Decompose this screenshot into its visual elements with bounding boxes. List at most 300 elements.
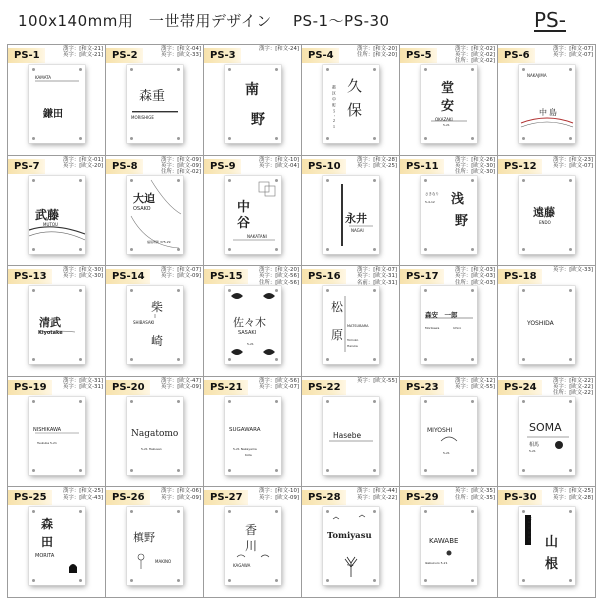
nameplate-text: 5-21 [529, 448, 536, 453]
product-range: PS-1〜PS-30 [293, 12, 390, 30]
screw-hole-icon [569, 289, 572, 292]
font-spec-line: 漢字：[和文-10] [259, 488, 299, 495]
nameplate-text: MUTOU [43, 221, 58, 227]
design-code-tag: PS-9 [204, 159, 241, 174]
font-spec-line: 漢字：[和文-04] [161, 46, 201, 52]
font-spec-line: 漢字：[欧文-47] [161, 377, 201, 384]
font-spec-line: 英字：[欧文-31] [63, 383, 103, 390]
nameplate-text: Tomoko [347, 338, 359, 343]
font-spec-line: 英字：[欧文-25] [357, 162, 397, 169]
nameplate-preview [29, 65, 85, 143]
design-code-tag: PS-1 [8, 48, 45, 63]
nameplate-text: NISHIKAWA [33, 426, 62, 433]
nameplate-text: 永井 [345, 211, 367, 225]
font-spec-line: 英字：[欧文-09] [259, 494, 299, 501]
design-code-tag: PS-29 [400, 490, 444, 505]
nameplate-preview [421, 397, 477, 475]
design-cell-ps-6[interactable] [497, 44, 596, 156]
nameplate-ornament [225, 176, 281, 254]
design-code-tag: PS-3 [204, 48, 241, 63]
design-cell-ps-20[interactable] [105, 376, 204, 488]
screw-hole-icon [275, 469, 278, 472]
font-spec-notes [455, 378, 495, 390]
nameplate-preview [127, 286, 183, 364]
font-spec-line: 英字：[欧文-33] [553, 267, 593, 274]
font-spec-line: 名前：[欧文-31] [357, 279, 397, 286]
font-spec-line: 漢字：[和文-22] [553, 377, 593, 384]
design-cell-ps-22[interactable] [301, 376, 400, 488]
design-cell-ps-24[interactable] [497, 376, 596, 488]
design-cell-ps-5[interactable] [399, 44, 498, 156]
screw-hole-icon [326, 137, 329, 140]
nameplate-preview [519, 507, 575, 585]
design-code-tag: PS-4 [302, 48, 339, 63]
screw-hole-icon [471, 248, 474, 251]
nameplate-preview [29, 507, 85, 585]
font-spec-line: 英字：[欧文-04] [259, 162, 299, 169]
nameplate-preview [323, 286, 379, 364]
font-spec-notes [357, 157, 397, 169]
design-cell-ps-19[interactable] [7, 376, 106, 488]
design-code-tag: PS-7 [8, 159, 45, 174]
nameplate-text: 谷 [237, 215, 251, 231]
font-spec-line: 漢字：[和文-25] [63, 488, 103, 495]
nameplate-text: 森 [41, 517, 54, 532]
nameplate-ornament [127, 507, 183, 585]
screw-hole-icon [228, 469, 231, 472]
design-cell-ps-14[interactable] [105, 265, 204, 377]
nameplate-text: 野 [251, 112, 265, 128]
font-spec-notes [161, 378, 201, 390]
font-spec-notes [553, 46, 593, 58]
font-spec-notes [357, 378, 397, 384]
nameplate-preview [421, 176, 477, 254]
font-spec-notes [455, 488, 495, 500]
font-spec-line: 漢字：[和文-25] [553, 488, 593, 495]
design-cell-ps-17[interactable] [399, 265, 498, 377]
nameplate-text: さきなり [425, 191, 439, 196]
font-spec-notes [259, 46, 299, 52]
design-code-tag: PS-10 [302, 159, 346, 174]
font-spec-line: 漢字：[和文-10] [259, 156, 299, 163]
design-cell-ps-26[interactable] [105, 486, 204, 598]
font-spec-notes [455, 46, 495, 65]
nameplate-text: 南 [245, 82, 259, 98]
font-spec-notes [161, 46, 201, 58]
font-spec-notes [63, 46, 103, 58]
nameplate-preview [323, 507, 379, 585]
font-spec-notes [161, 157, 201, 176]
nameplate-text: ENDO [539, 219, 551, 225]
font-spec-line: 英字：[欧文-30] [63, 273, 103, 280]
font-spec-line: 漢字：[和文-21] [63, 46, 103, 52]
screw-hole-icon [522, 179, 525, 182]
nameplate-text: SHIBASAKI [133, 320, 155, 326]
font-spec-line: 住所：[欧文-56] [259, 279, 299, 286]
nameplate-text: 森安 一郎 [425, 311, 458, 320]
font-spec-line: 英字：[欧文-43] [63, 494, 103, 501]
design-catalog-grid [7, 44, 595, 597]
font-spec-line: 漢字：[和文-44] [357, 488, 397, 495]
nameplate-ornament [127, 65, 183, 143]
screw-hole-icon [569, 248, 572, 251]
nameplate-preview [519, 397, 575, 475]
nameplate-text: 柴 [151, 300, 164, 315]
font-spec-line: 英字：[欧文-09] [161, 383, 201, 390]
font-spec-line: 漢字：[和文-20] [357, 46, 397, 52]
font-spec-line: 英字：[欧文-33] [161, 52, 201, 59]
font-spec-line: 住所：[欧文-22] [553, 390, 593, 397]
nameplate-text: Hasebe [333, 430, 362, 440]
font-spec-line: 英字：[欧文-07] [553, 162, 593, 169]
nameplate-preview [225, 65, 281, 143]
font-spec-line: 英字：[欧文-28] [553, 494, 593, 501]
font-spec-line: 住所：[欧文-03] [455, 279, 495, 286]
font-spec-line: 漢字：[和文-23] [553, 156, 593, 163]
screw-hole-icon [275, 68, 278, 71]
screw-hole-icon [424, 248, 427, 251]
nameplate-text: SUGAWARA [229, 426, 261, 433]
font-spec-notes [259, 488, 299, 500]
nameplate-text: 相馬 [529, 441, 540, 448]
font-spec-notes [357, 488, 397, 500]
font-spec-notes [553, 488, 593, 500]
font-spec-line: 英字：[欧文-20] [63, 162, 103, 169]
design-cell-ps-7[interactable] [7, 155, 106, 267]
design-code-tag: PS-26 [106, 490, 150, 505]
design-cell-ps-23[interactable] [399, 376, 498, 488]
design-code-tag: PS-21 [204, 380, 248, 395]
nameplate-text: 根 [545, 557, 559, 573]
screw-hole-icon [569, 358, 572, 361]
screw-hole-icon [228, 137, 231, 140]
font-spec-line: 住所：[和文-20] [357, 52, 397, 59]
font-spec-notes [455, 267, 495, 286]
nameplate-text: Kota [245, 452, 252, 457]
nameplate-text: OSAKO [133, 205, 151, 212]
design-code-tag: PS-12 [498, 159, 542, 174]
font-spec-line: 漢字：[和文-26] [455, 156, 495, 163]
nameplate-text: Tsukuba 5-21 [37, 440, 57, 445]
nameplate-text: 遠藤 [533, 205, 555, 219]
font-spec-line: 漢字：[和文-07] [553, 46, 593, 52]
screw-hole-icon [522, 358, 525, 361]
nameplate-text: 島 [549, 108, 557, 117]
nameplate-preview [519, 65, 575, 143]
nameplate-text: 5-21 Nakayama [233, 446, 257, 451]
design-cell-ps-11[interactable] [399, 155, 498, 267]
font-spec-notes [357, 46, 397, 58]
nameplate-text: 槙野 [133, 531, 155, 545]
font-spec-line: 漢字：[和文-02] [455, 46, 495, 52]
nameplate-ornament [421, 507, 477, 585]
font-spec-line: 英字：[欧文-03] [455, 273, 495, 280]
nameplate-text: 5-21 [347, 563, 354, 568]
page-title: 100x140mm用 一世帯用デザイン [18, 12, 272, 30]
font-spec-notes [553, 157, 593, 169]
page-header [0, 0, 600, 44]
font-spec-line: 英字：[欧文-56] [259, 273, 299, 280]
font-spec-notes [161, 267, 201, 279]
font-spec-notes [63, 267, 103, 279]
font-spec-line: 英字：[欧文-21] [63, 52, 103, 59]
design-code-tag: PS-6 [498, 48, 535, 63]
screw-hole-icon [471, 179, 474, 182]
nameplate-text: 5-21 [443, 450, 450, 455]
design-cell-ps-27[interactable] [203, 486, 302, 598]
nameplate-text: Morikawa [425, 326, 440, 331]
design-cell-ps-25[interactable] [7, 486, 106, 598]
screw-hole-icon [275, 400, 278, 403]
nameplate-text: 安 [441, 99, 455, 114]
nameplate-preview [127, 397, 183, 475]
nameplate-text: Haruka [347, 344, 358, 349]
font-spec-line: 英字：[欧文-02] [455, 52, 495, 59]
font-spec-notes [161, 488, 201, 500]
nameplate-preview [323, 65, 379, 143]
screw-hole-icon [522, 289, 525, 292]
screw-hole-icon [424, 179, 427, 182]
nameplate-text: SASAKI [238, 330, 257, 337]
design-code-tag: PS-19 [8, 380, 52, 395]
nameplate-text: 久 [347, 77, 363, 95]
nameplate-ornament [421, 286, 477, 364]
screw-hole-icon [228, 400, 231, 403]
nameplate-ornament [323, 507, 379, 585]
screw-hole-icon [373, 68, 376, 71]
series-prefix: PS- [534, 8, 566, 32]
nameplate-preview [225, 507, 281, 585]
nameplate-text: OKAZAKI [435, 117, 453, 122]
font-spec-line: 漢字：[和文-28] [357, 156, 397, 163]
nameplate-text: 大迫 [133, 191, 155, 205]
nameplate-preview [519, 176, 575, 254]
nameplate-text: 堂 [441, 81, 455, 96]
font-spec-line: 英字：[欧文-09] [161, 273, 201, 280]
screw-hole-icon [569, 179, 572, 182]
font-spec-line: 漢字：[和文-07] [161, 267, 201, 274]
font-spec-line: 漢字：[和文-01] [63, 156, 103, 163]
nameplate-text: 佐々木 [233, 316, 266, 330]
nameplate-text: NAKAJIMA [527, 73, 547, 78]
font-spec-line: 住所：[欧文-35] [455, 494, 495, 501]
nameplate-text: KAWABE [429, 537, 459, 546]
design-cell-ps-3[interactable] [203, 44, 302, 156]
font-spec-notes [357, 267, 397, 286]
nameplate-text: 野 [455, 213, 469, 229]
design-cell-ps-8[interactable] [105, 155, 204, 267]
design-cell-ps-4[interactable] [301, 44, 400, 156]
font-spec-line: 住所：[欧文-30] [455, 169, 495, 175]
design-cell-ps-12[interactable] [497, 155, 596, 267]
design-code-tag: PS-20 [106, 380, 150, 395]
screw-hole-icon [228, 68, 231, 71]
nameplate-text: NAGAI [351, 227, 364, 233]
design-cell-ps-10[interactable] [301, 155, 400, 267]
nameplate-text: Ikebukuro 5-21 [425, 561, 448, 566]
nameplate-text: Nagatomo [131, 428, 179, 439]
nameplate-text: MAKINO [155, 559, 172, 565]
nameplate-text: Yamane [527, 517, 532, 546]
font-spec-line: 漢字：[和文-09] [161, 156, 201, 163]
screw-hole-icon [130, 469, 133, 472]
design-cell-ps-2[interactable] [105, 44, 204, 156]
font-spec-line: 漢字：[和文-07] [357, 267, 397, 274]
design-cell-ps-28[interactable] [301, 486, 400, 598]
nameplate-preview [323, 176, 379, 254]
nameplate-ornament [519, 397, 575, 475]
nameplate-text: 松 [331, 300, 344, 315]
design-cell-ps-21[interactable] [203, 376, 302, 488]
design-code-tag: PS-14 [106, 269, 150, 284]
screw-hole-icon [522, 248, 525, 251]
nameplate-preview [421, 507, 477, 585]
nameplate-text: KAGAWA [233, 563, 251, 569]
screw-hole-icon [177, 400, 180, 403]
nameplate-text: 中 [539, 108, 547, 117]
font-spec-line: 漢字：[和文-06] [161, 488, 201, 495]
design-cell-ps-30[interactable] [497, 486, 596, 598]
nameplate-text: Tomiyasu [327, 531, 372, 542]
design-code-tag: PS-11 [400, 159, 444, 174]
font-spec-line: 漢字：[和文-20] [259, 267, 299, 274]
screw-hole-icon [275, 137, 278, 140]
font-spec-notes [259, 157, 299, 169]
nameplate-text: Ichiro [453, 326, 462, 331]
screw-hole-icon [177, 469, 180, 472]
font-spec-line: 漢字：[和文-24] [259, 46, 299, 52]
nameplate-text: 5-4-12 [425, 199, 435, 204]
design-code-tag: PS-16 [302, 269, 346, 284]
design-code-tag: PS-8 [106, 159, 143, 174]
design-cell-ps-15[interactable] [203, 265, 302, 377]
font-spec-notes [455, 157, 495, 176]
nameplate-text: 山 [545, 535, 559, 551]
design-code-tag: PS-2 [106, 48, 143, 63]
font-spec-line: 英字：[欧文-55] [357, 377, 397, 384]
nameplate-text: 崎 [151, 334, 164, 349]
nameplate-preview [29, 397, 85, 475]
nameplate-text: MORISHIGE [131, 115, 154, 120]
nameplate-ornament [29, 507, 85, 585]
screw-hole-icon [326, 68, 329, 71]
font-spec-notes [63, 488, 103, 500]
nameplate-text: MATSUBARA [347, 324, 369, 329]
nameplate-text: 清武 [39, 316, 61, 330]
font-spec-line: 英字：[欧文-07] [553, 52, 593, 59]
font-spec-line: 英字：[欧文-31] [357, 273, 397, 280]
design-cell-ps-29[interactable] [399, 486, 498, 598]
design-cell-ps-18[interactable] [497, 265, 596, 377]
font-spec-line: 漢字：[欧文-31] [63, 377, 103, 384]
nameplate-text: 浅 [451, 191, 465, 207]
design-cell-ps-16[interactable] [301, 265, 400, 377]
font-spec-line: 英字：[欧文-07] [259, 383, 299, 390]
font-spec-line: 英字：[欧文-30] [455, 162, 495, 169]
nameplate-text: 保 [347, 101, 363, 119]
nameplate-preview [519, 286, 575, 364]
font-spec-notes [553, 267, 593, 273]
nameplate-text: 福島県新 375-29 [147, 239, 171, 244]
nameplate-preview [127, 65, 183, 143]
font-spec-line: 英字：[欧文-22] [357, 494, 397, 501]
font-spec-notes [259, 267, 299, 286]
nameplate-text: 中 [237, 199, 251, 215]
nameplate-ornament [421, 397, 477, 475]
nameplate-text: MORITA [35, 553, 55, 560]
font-spec-line: 漢字：[和文-03] [455, 267, 495, 274]
nameplate-text: 田 [41, 535, 54, 550]
design-cell-ps-9[interactable] [203, 155, 302, 267]
nameplate-text: YOSHIDA [527, 320, 554, 328]
nameplate-preview [127, 176, 183, 254]
nameplate-preview [29, 286, 85, 364]
nameplate-ornament [29, 397, 85, 475]
design-code-tag: PS-17 [400, 269, 444, 284]
design-code-tag: PS-18 [498, 269, 542, 284]
design-code-tag: PS-27 [204, 490, 248, 505]
nameplate-preview [225, 286, 281, 364]
font-spec-line: 漢字：[欧文-12] [455, 377, 495, 384]
nameplate-text: 原 [331, 328, 344, 343]
nameplate-text: NAKATANI [247, 233, 267, 239]
font-spec-notes [63, 378, 103, 390]
nameplate-text: 5-21 Hakusan [141, 446, 162, 451]
design-code-tag: PS-30 [498, 490, 542, 505]
nameplate-text: 5-21 [443, 123, 450, 127]
nameplate-text: 香 [245, 523, 258, 538]
font-spec-line: 英字：[欧文-55] [455, 383, 495, 390]
nameplate-text: 都区中町５-２１ [332, 85, 337, 131]
nameplate-text: Kiyotake [38, 330, 63, 337]
font-spec-line: 英字：[欧文-09] [161, 162, 201, 169]
design-code-tag: PS-22 [302, 380, 346, 395]
nameplate-text: 川 [245, 539, 258, 554]
nameplate-text: 鎌田 [43, 109, 63, 120]
font-spec-notes [63, 157, 103, 169]
design-cell-ps-13[interactable] [7, 265, 106, 377]
nameplate-preview [225, 397, 281, 475]
screw-hole-icon [373, 137, 376, 140]
nameplate-preview [421, 286, 477, 364]
nameplate-preview [225, 176, 281, 254]
design-code-tag: PS-15 [204, 269, 248, 284]
font-spec-line: 漢字：[和文-30] [63, 267, 103, 274]
nameplate-text: MIYOSHI [427, 426, 453, 434]
font-spec-line: 住所：[和文-02] [161, 169, 201, 175]
design-code-tag: PS-24 [498, 380, 542, 395]
nameplate-preview [127, 507, 183, 585]
nameplate-text: 5-21 [247, 342, 254, 347]
font-spec-line: 英字：[欧文-35] [455, 488, 495, 495]
font-spec-line: 漢字：[欧文-56] [259, 377, 299, 384]
font-spec-notes [553, 378, 593, 397]
font-spec-line: 住所：[欧文-02] [455, 58, 495, 65]
nameplate-preview [29, 176, 85, 254]
design-code-tag: PS-23 [400, 380, 444, 395]
font-spec-line: 英字：[欧文-22] [553, 383, 593, 390]
design-cell-ps-1[interactable] [7, 44, 106, 156]
nameplate-preview [323, 397, 379, 475]
font-spec-line: 英字：[欧文-09] [161, 494, 201, 501]
font-spec-notes [259, 378, 299, 390]
nameplate-text: SOMA [529, 420, 562, 434]
design-code-tag: PS-25 [8, 490, 52, 505]
screw-hole-icon [130, 400, 133, 403]
nameplate-text: KAMATA [35, 75, 52, 80]
design-code-tag: PS-28 [302, 490, 346, 505]
nameplate-text: 森重 [139, 89, 166, 104]
